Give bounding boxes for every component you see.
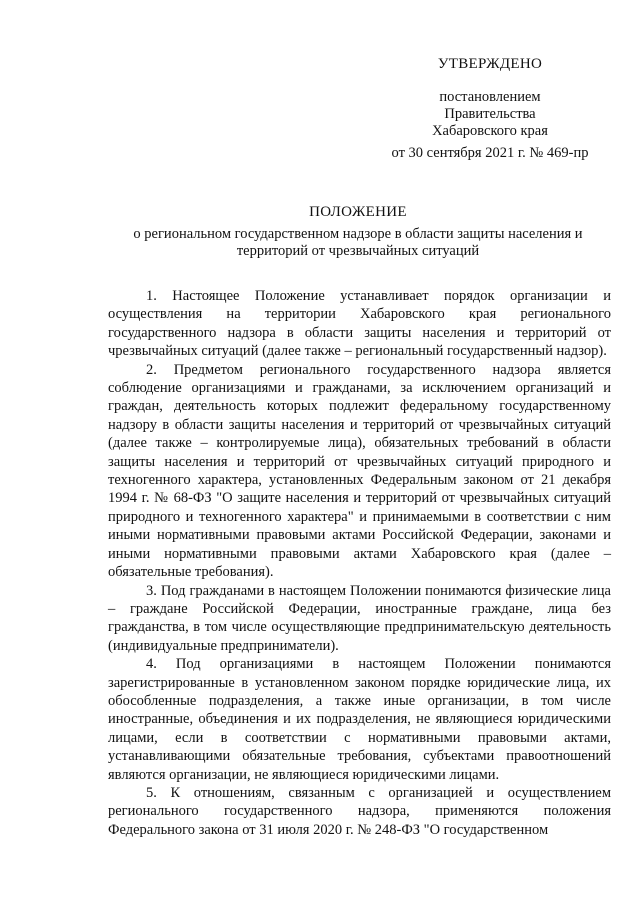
approval-date: от 30 сентября 2021 г. № 469-пр: [391, 145, 589, 161]
document-subtitle-line-1: о региональном государственном надзоре в области защиты населения и: [133, 226, 583, 242]
paragraph-5: 5. К отношениям, связанным с организацией и осуществлением регионального государственного надзора, применяются положения Федерального закона от 31 июля 2020 г. № 248-ФЗ "О государственном: [108, 784, 611, 838]
document-title: ПОЛОЖЕНИЕ: [309, 204, 407, 220]
paragraph-2: 2. Предметом регионального государственного надзора является соблюдение организациями и гражданами, за исключением организаций и граждан, деятельность которых подлежит федеральному государственному надзору в области защиты населения и территорий от чрезвычайных ситуаций (далее также – контролируемые лица), обязательных требований в области защиты населения и территорий от чрезвычайных ситуаций природного и техногенного характера, установленных Федеральным законом от 21 декабря 1994 г. № 68-ФЗ "О защите населения и территорий от чрезвычайных ситуаций природного и техногенного характера" и принимаемыми в соответствии с ним иными нормативными правовыми актами Российской Федерации, законами и иными нормативными правовыми актами Хабаровского края (далее – обязательные требования).: [108, 361, 611, 581]
title-block: [108, 204, 608, 260]
paragraph-4: 4. Под организациями в настоящем Положении понимаются зарегистрированные в установленном законом порядке юридические лица, их обособленные подразделения, а также иные организации, в том числе иностранные, объединения и их подразделения, не являющиеся юридическими лицами, если в соответствии с нормативными правовыми актами, устанавливающими обязательные требования, субъектами правоотношений являются организации, не являющиеся юридическими лицами.: [108, 656, 611, 783]
document-body: [108, 287, 611, 839]
document-subtitle-line-2: территорий от чрезвычайных ситуаций: [236, 243, 480, 259]
approval-line-1: постановлением: [439, 89, 541, 105]
approval-line-3: Хабаровского края: [432, 123, 548, 139]
paragraph-1: 1. Настоящее Положение устанавливает порядок организации и осуществления на территории Хабаровского края регионального государственного надзора в области защиты населения и территорий от чрезвычайных ситуаций (далее также – региональный государственный надзор).: [108, 288, 611, 360]
approval-heading: УТВЕРЖДЕНО: [437, 56, 543, 72]
paragraph-3: 3. Под гражданами в настоящем Положении понимаются физические лица – граждане Российской Федерации, иностранные граждане, лица без гражданства, в том числе осуществляющие предпринимательскую деятельность (индивидуальные предприниматели).: [108, 582, 611, 654]
approval-line-2: Правительства: [444, 106, 536, 122]
approval-stamp: [380, 56, 600, 162]
